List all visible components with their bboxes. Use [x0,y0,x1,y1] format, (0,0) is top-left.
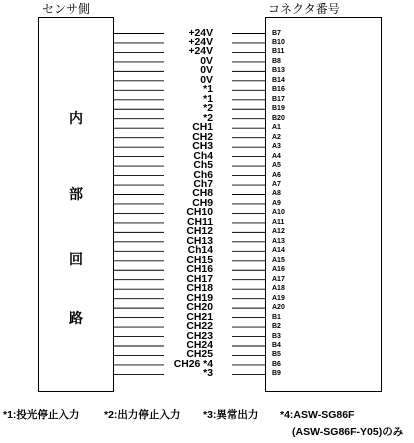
connector-pin: B1 [272,313,281,321]
connector-pin: B13 [272,67,285,75]
internal-label-char: 路 [69,310,83,326]
signal-name: CH8 [192,188,213,200]
connector-pin: B8 [272,57,281,65]
connector-pin: B3 [272,332,281,340]
connector-pin: A2 [272,133,281,141]
connector-pin: A1 [272,124,281,132]
signal-name: CH23 [186,330,213,342]
signal-name: *2 [203,112,213,124]
signal-name: CH16 [186,264,213,276]
note-1: *1:投光停止入力 [3,409,80,421]
connector-pin: A10 [272,209,285,217]
connector-pin: A3 [272,143,281,151]
signal-name: Ch7 [193,179,213,191]
signal-name: CH19 [186,292,213,304]
signal-name: Ch5 [193,160,213,172]
signal-name: CH10 [186,207,213,219]
connector-pin: A9 [272,199,281,207]
connector-pin: A15 [272,256,285,264]
connector-pin: B6 [272,360,281,368]
signal-name: CH1 [192,122,213,134]
signal-name: CH2 [192,131,213,143]
signal-name: CH25 [186,349,213,361]
connector-pin: B7 [272,29,281,37]
connector-pin: A16 [272,266,285,274]
signal-name: +24V [188,46,213,58]
signal-name: *2 [203,103,213,115]
connector-pin: B17 [272,95,285,103]
connector-pin: B16 [272,86,285,94]
connector-pin: B19 [272,105,285,113]
connector-pin: A8 [272,190,281,198]
signal-name: CH9 [192,197,213,209]
connector-pin: B4 [272,342,281,349]
signal-name: CH17 [186,273,213,285]
signal-name: CH12 [186,226,213,238]
connector-pin: A11 [272,218,285,226]
connector-pin: A18 [272,285,285,293]
connector-pin: A5 [272,162,281,170]
note-4: *4:ASW-SG86F [280,409,355,421]
signal-name: CH21 [186,311,213,323]
signal-name: CH18 [186,283,213,295]
internal-label-char: 内 [69,110,83,126]
connector-pin: A17 [272,275,285,283]
connector-pin: A20 [272,304,285,312]
connector-pin: A7 [272,181,281,189]
connector-pin: A12 [272,228,285,236]
connector-pin: B20 [272,114,285,122]
connector-pin: B9 [272,370,281,378]
internal-label-char: 部 [69,186,83,202]
signal-name: CH3 [192,141,213,153]
signal-name: CH13 [186,235,213,247]
connector-pin: B2 [272,323,281,331]
signal-name: CH26 *4 [173,358,213,370]
signal-name: CH11 [187,216,213,228]
connector-pin: B5 [272,351,281,359]
connector-pin: A6 [272,171,281,179]
signal-name: Ch6 [193,169,213,181]
connector-pin: B14 [272,76,285,84]
signal-name: *1 [203,84,213,96]
signal-name: 0V [200,74,213,86]
signal-name: CH24 [186,340,213,351]
note-3: *3:異常出力 [203,409,259,421]
sensor-side-header: センサ側 [42,2,91,16]
connector-number-header: コネクタ番号 [268,2,340,16]
signal-name: *1 [203,93,213,105]
note-2: *2:出力停止入力 [104,409,181,421]
signal-name: CH15 [186,254,213,266]
signal-name: Ch14 [187,245,213,257]
connector-pin: B10 [272,38,285,46]
signal-name: *3 [203,368,213,380]
connector-pin: A14 [272,247,285,255]
internal-label-char: 回 [69,251,83,267]
connector-pin: B11 [272,48,285,56]
signal-name: CH20 [186,302,213,314]
connector-pin: A13 [272,237,285,245]
signal-name: CH22 [186,321,213,333]
signal-name: +24V [188,27,213,39]
note-4-detail: (ASW-SG86F-Y05)のみ [292,426,404,438]
connector-pin: A19 [272,294,285,302]
connector-pin: A4 [272,152,281,160]
signal-name: +24V [188,36,213,48]
signal-name: 0V [200,55,213,67]
signal-name: Ch4 [193,150,213,162]
signal-name: 0V [200,65,213,77]
